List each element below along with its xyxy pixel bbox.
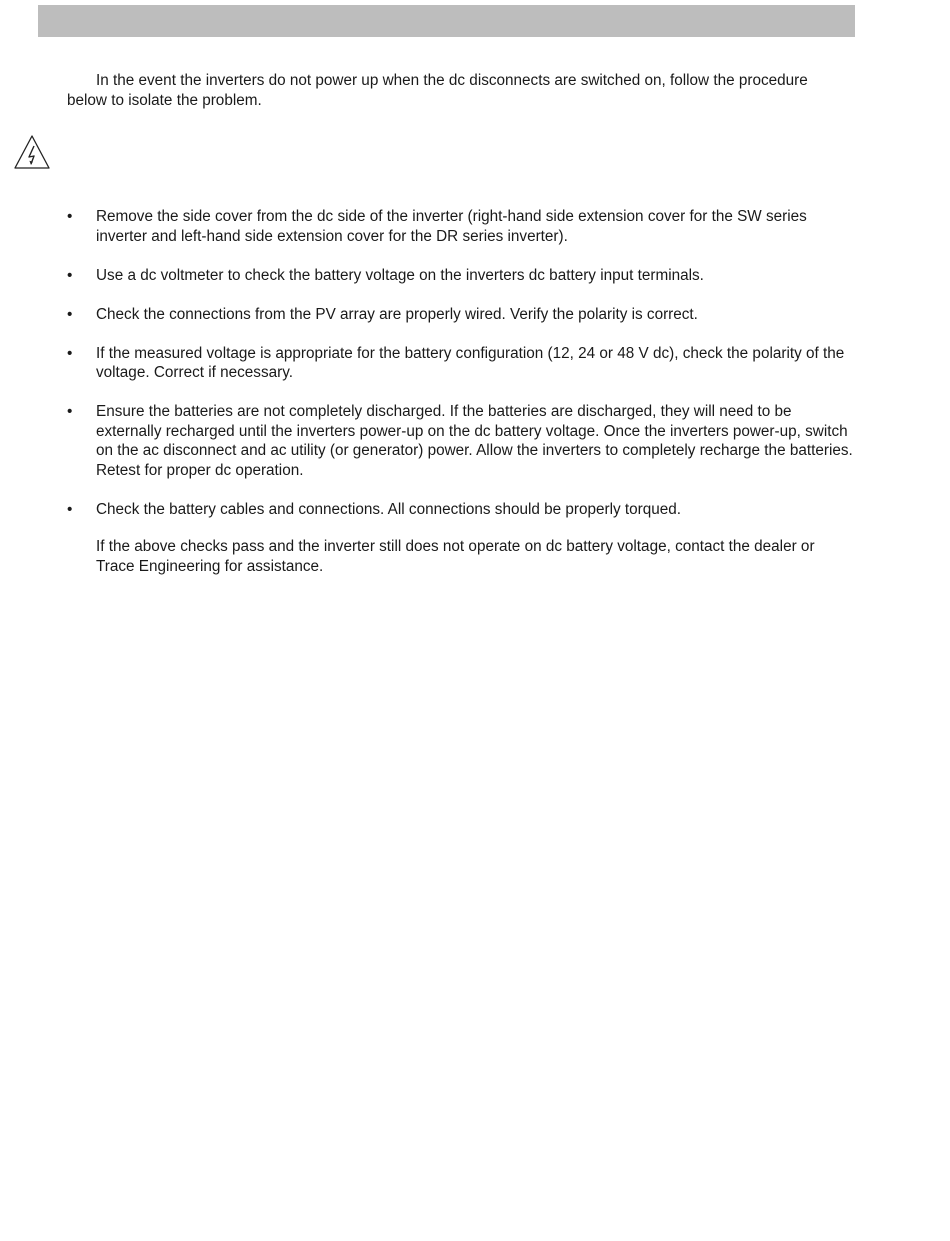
step-item bbox=[67, 500, 857, 520]
procedure-steps bbox=[67, 207, 857, 539]
step-item bbox=[67, 266, 857, 286]
bullet: • bbox=[67, 403, 73, 420]
step-text: Remove the side cover from the dc side of the inverter (right-hand side extension cover for the SW series inverter and left-hand side extension cover for the DR series inverter). bbox=[96, 208, 807, 245]
step-text: Check the battery cables and connections. All connections should be properly torqued. bbox=[96, 500, 682, 518]
step-item bbox=[67, 207, 857, 246]
step-item bbox=[67, 344, 857, 383]
step-item bbox=[67, 402, 857, 480]
header-bar bbox=[38, 5, 855, 37]
step-text: Use a dc voltmeter to check the battery voltage on the inverters dc battery input terminals. bbox=[96, 266, 704, 284]
intro-paragraph: In the event the inverters do not power up when the dc disconnects are switched on, follow the procedure below to isolate the problem. bbox=[67, 72, 808, 109]
bullet: • bbox=[67, 266, 73, 284]
bullet: • bbox=[67, 208, 73, 225]
high-voltage-warning-icon bbox=[13, 134, 51, 170]
step-text: Ensure the batteries are not completely discharged. If the batteries are discharged, they will need to be externally recharged until the inverters power-up on the dc battery voltage. Once the inverters power-up, switch on the ac disconnect and ac utility (or generator) power. Allow the inverters to completely recharge the batteries. Retest for proper dc operation. bbox=[96, 403, 853, 479]
step-item bbox=[67, 305, 857, 325]
bullet: • bbox=[67, 344, 73, 362]
bullet: • bbox=[67, 500, 73, 518]
step-text: Check the connections from the PV array are properly wired. Verify the polarity is correct. bbox=[96, 305, 698, 323]
step-text: If the measured voltage is appropriate for the battery configuration (12, 24 or 48 V dc), check the polarity of the voltage. Correct if necessary. bbox=[96, 344, 845, 381]
bullet: • bbox=[67, 305, 73, 323]
closing-paragraph: If the above checks pass and the inverter still does not operate on dc battery voltage, contact the dealer or Trace Engineering for assistance. bbox=[96, 538, 815, 575]
